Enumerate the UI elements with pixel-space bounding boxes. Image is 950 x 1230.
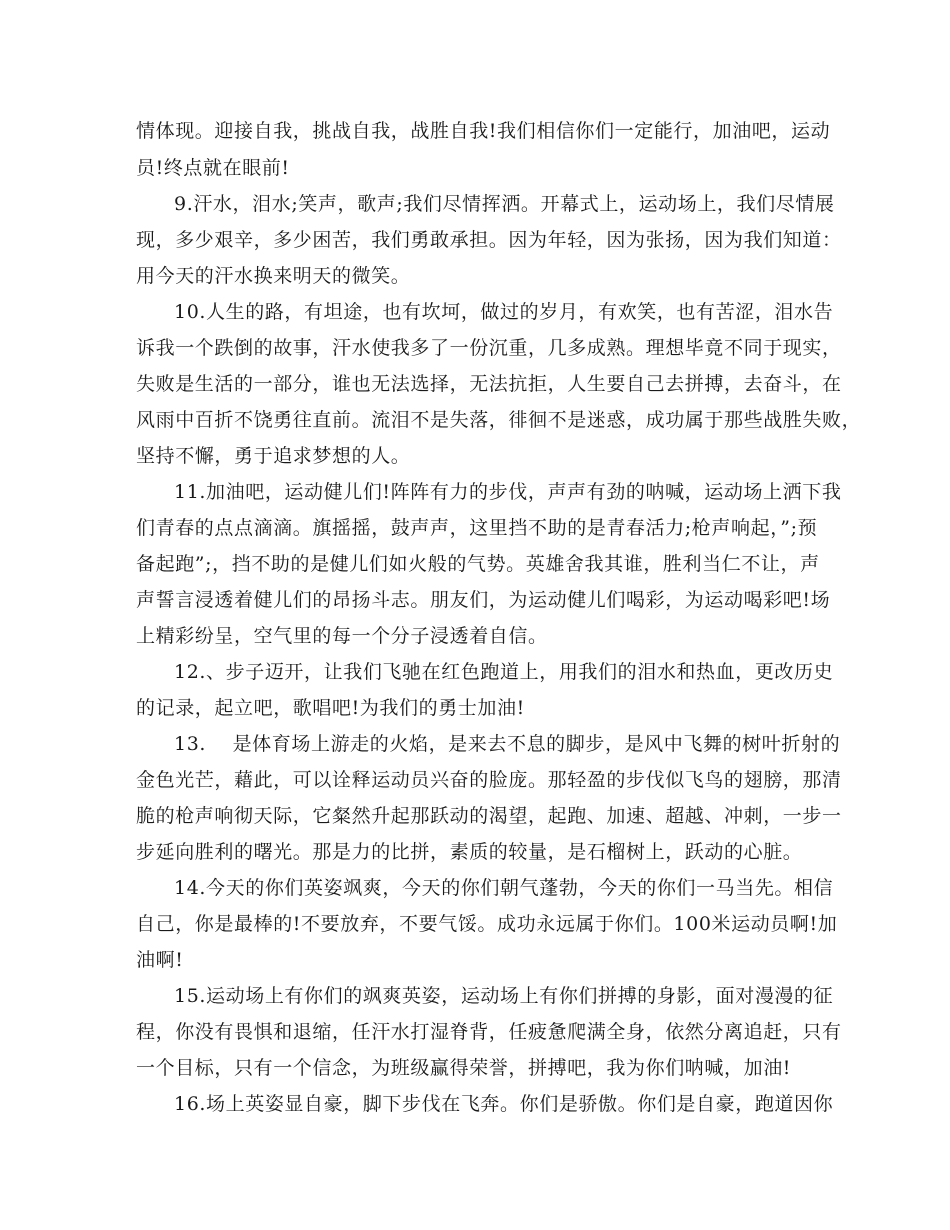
text-line: 风雨中百折不饶勇往直前。流泪不是失落，徘徊不是迷惑，成功属于那些战胜失败， [136,409,862,431]
paragraph-14-start: 14.今天的你们英姿飒爽，今天的你们朝气蓬勃，今天的你们一马当先。相信 [174,877,834,899]
text-line: 坚持不懈，勇于追求梦想的人。 [136,445,411,467]
text-line: 诉我一个跌倒的故事，汗水使我多了一份沉重，几多成熟。理想毕竟不同于现实， [136,337,842,359]
text-line: 失败是生活的一部分，谁也无法选择，无法抗拒，人生要自己去拼搏，去奋斗，在 [136,373,842,395]
paragraph-13-start: 13. 是体育场上游走的火焰，是来去不息的脚步，是风中飞舞的树叶折射的 [174,733,841,755]
paragraph-10-start: 10.人生的路，有坦途，也有坎坷，做过的岁月，有欢笑，也有苦涩，泪水告 [174,301,834,323]
text-line: 声誓言浸透着健儿们的昂扬斗志。朋友们，为运动健儿们喝彩，为运动喝彩吧!场 [136,589,831,611]
text-line: 的记录，起立吧，歌唱吧!为我们的勇士加油! [136,697,525,719]
text-line: 上精彩纷呈，空气里的每一个分子浸透着自信。 [136,625,548,647]
text-line: 用今天的汗水换来明天的微笑。 [136,265,411,287]
text-line: 员!终点就在眼前! [136,157,290,179]
text-line: 程，你没有畏惧和退缩，任汗水打湿脊背，任疲惫爬满全身，依然分离追赶，只有 [136,1021,842,1043]
paragraph-15-start: 15.运动场上有你们的飒爽英姿，运动场上有你们拼搏的身影，面对漫漫的征 [174,985,834,1007]
text-line: 油啊! [136,949,184,971]
paragraph-9-start: 9.汗水，泪水;笑声，歌声;我们尽情挥洒。开幕式上，运动场上，我们尽情展 [174,193,835,215]
paragraph-16-start: 16.场上英姿显自豪，脚下步伐在飞奔。你们是骄傲。你们是自豪，跑道因你 [174,1093,834,1115]
text-line: 脆的枪声响彻天际，它粲然升起那跃动的渴望，起跑、加速、超越、冲刺，一步一 [136,805,842,827]
paragraph-12-start: 12.、步子迈开，让我们飞驰在红色跑道上，用我们的泪水和热血，更改历史 [174,661,834,683]
paragraph-11-start: 11.加油吧，运动健儿们!阵阵有力的步伐，声声有劲的呐喊，运动场上洒下我 [174,481,842,503]
text-line: 情体现。迎接自我，挑战自我，战胜自我!我们相信你们一定能行，加油吧，运动 [136,120,831,142]
text-line: 金色光芒，藉此，可以诠释运动员兴奋的脸庞。那轻盈的步伐似飞鸟的翅膀，那清 [136,769,842,791]
text-line: 们青春的点点滴滴。旗摇摇，鼓声声，这里挡不助的是青春活力;枪声响起，”;预 [136,517,818,539]
text-line: 一个目标，只有一个信念，为班级赢得荣誉，拼搏吧，我为你们呐喊，加油! [136,1057,792,1079]
text-line: 自己，你是最棒的!不要放弃，不要气馁。成功永远属于你们。100米运动员啊!加 [136,913,838,935]
text-line: 步延向胜利的曙光。那是力的比拼，素质的较量，是石榴树上，跃动的心脏。 [136,841,803,863]
text-line: 备起跑”;，挡不助的是健儿们如火般的气势。英雄舍我其谁，胜利当仁不让，声 [136,553,820,575]
text-line: 现，多少艰辛，多少困苦，我们勇敢承担。因为年轻，因为张扬，因为我们知道： [136,229,842,251]
